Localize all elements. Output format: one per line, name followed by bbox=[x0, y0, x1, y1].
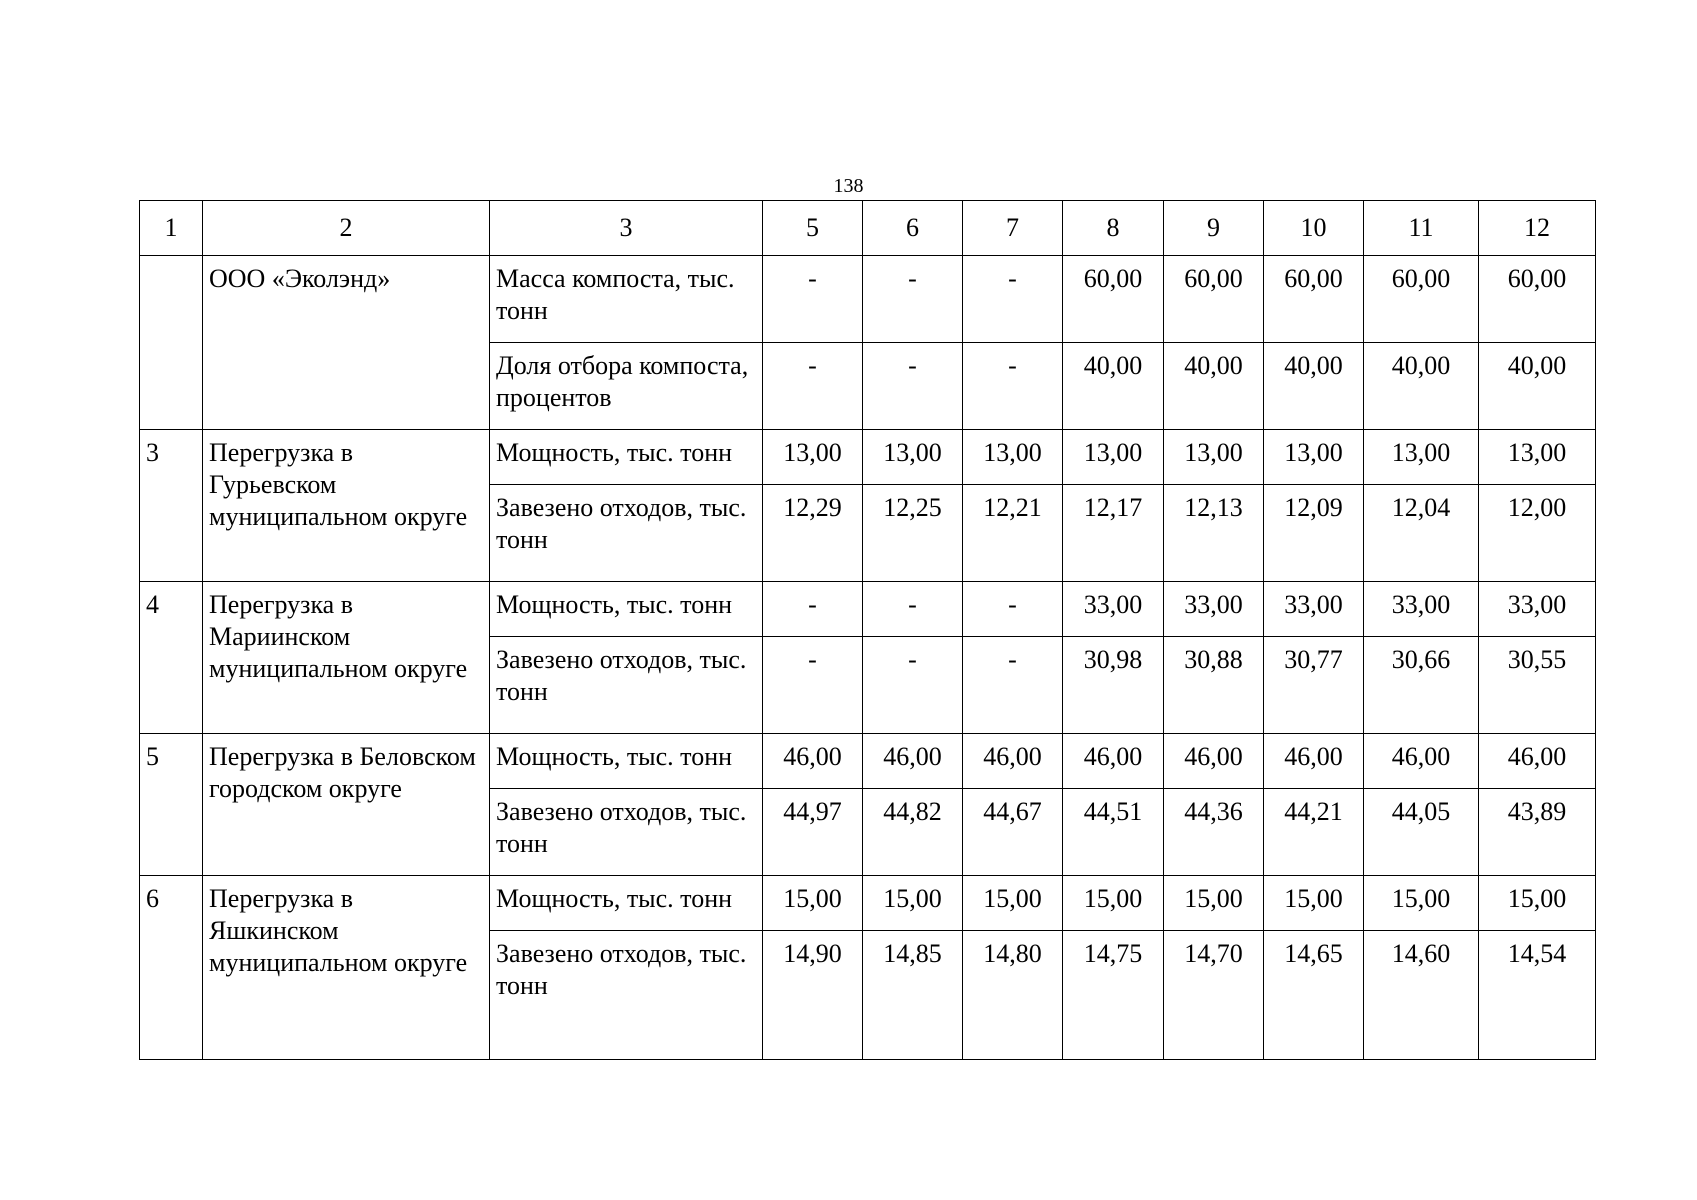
value-cell: 40,00 bbox=[1063, 343, 1164, 430]
value-cell: - bbox=[963, 582, 1063, 637]
header-cell: 8 bbox=[1063, 201, 1164, 256]
table-row bbox=[140, 876, 1596, 931]
object-name: ООО «Эколэнд» bbox=[203, 256, 490, 430]
table-row bbox=[140, 256, 1596, 343]
row-index: 6 bbox=[140, 876, 203, 1060]
row-index: 5 bbox=[140, 734, 203, 876]
value-cell: 14,90 bbox=[763, 931, 863, 1060]
value-cell: 46,00 bbox=[1364, 734, 1479, 789]
value-cell: 33,00 bbox=[1063, 582, 1164, 637]
header-row bbox=[140, 201, 1596, 256]
value-cell: 40,00 bbox=[1164, 343, 1264, 430]
value-cell: 46,00 bbox=[863, 734, 963, 789]
value-cell: 30,66 bbox=[1364, 637, 1479, 734]
header-cell: 11 bbox=[1364, 201, 1479, 256]
value-cell: 60,00 bbox=[1479, 256, 1596, 343]
header-cell: 6 bbox=[863, 201, 963, 256]
value-cell: 14,60 bbox=[1364, 931, 1479, 1060]
value-cell: 13,00 bbox=[1364, 430, 1479, 485]
value-cell: 12,29 bbox=[763, 485, 863, 582]
value-cell: 14,65 bbox=[1264, 931, 1364, 1060]
value-cell: - bbox=[863, 582, 963, 637]
value-cell: 15,00 bbox=[1364, 876, 1479, 931]
value-cell: 13,00 bbox=[763, 430, 863, 485]
value-cell: 46,00 bbox=[1264, 734, 1364, 789]
value-cell: 46,00 bbox=[963, 734, 1063, 789]
value-cell: 14,85 bbox=[863, 931, 963, 1060]
object-name: Перегрузка в Яшкинском муниципальном округе bbox=[203, 876, 490, 1060]
value-cell: 15,00 bbox=[863, 876, 963, 931]
value-cell: 12,09 bbox=[1264, 485, 1364, 582]
header-cell: 3 bbox=[490, 201, 763, 256]
value-cell: 14,75 bbox=[1063, 931, 1164, 1060]
value-cell: 46,00 bbox=[763, 734, 863, 789]
value-cell: 60,00 bbox=[1164, 256, 1264, 343]
row-index: 4 bbox=[140, 582, 203, 734]
object-name: Перегрузка в Беловском городском округе bbox=[203, 734, 490, 876]
value-cell: 44,82 bbox=[863, 789, 963, 876]
value-cell: - bbox=[763, 637, 863, 734]
indicator-label: Мощность, тыс. тонн bbox=[490, 582, 763, 637]
value-cell: 12,04 bbox=[1364, 485, 1479, 582]
row-index: 3 bbox=[140, 430, 203, 582]
value-cell: - bbox=[963, 256, 1063, 343]
value-cell: 15,00 bbox=[1063, 876, 1164, 931]
value-cell: - bbox=[863, 343, 963, 430]
indicator-label: Завезено отходов, тыс. тонн bbox=[490, 931, 763, 1060]
value-cell: 13,00 bbox=[863, 430, 963, 485]
value-cell: - bbox=[763, 582, 863, 637]
value-cell: 60,00 bbox=[1063, 256, 1164, 343]
header-cell: 10 bbox=[1264, 201, 1364, 256]
header-cell: 7 bbox=[963, 201, 1063, 256]
indicator-label: Мощность, тыс. тонн bbox=[490, 734, 763, 789]
value-cell: 30,88 bbox=[1164, 637, 1264, 734]
header-cell: 9 bbox=[1164, 201, 1264, 256]
header-cell: 1 bbox=[140, 201, 203, 256]
value-cell: 44,97 bbox=[763, 789, 863, 876]
value-cell: 12,00 bbox=[1479, 485, 1596, 582]
object-name: Перегрузка в Гурьевском муниципальном округе bbox=[203, 430, 490, 582]
value-cell: 40,00 bbox=[1479, 343, 1596, 430]
indicator-label: Завезено отходов, тыс. тонн bbox=[490, 637, 763, 734]
object-name: Перегрузка в Мариинском муниципальном округе bbox=[203, 582, 490, 734]
indicator-label: Масса компоста, тыс. тонн bbox=[490, 256, 763, 343]
value-cell: 13,00 bbox=[1264, 430, 1364, 485]
value-cell: 33,00 bbox=[1264, 582, 1364, 637]
value-cell: 12,13 bbox=[1164, 485, 1264, 582]
value-cell: 40,00 bbox=[1364, 343, 1479, 430]
value-cell: 46,00 bbox=[1063, 734, 1164, 789]
value-cell: 14,80 bbox=[963, 931, 1063, 1060]
value-cell: 15,00 bbox=[963, 876, 1063, 931]
value-cell: 13,00 bbox=[1063, 430, 1164, 485]
value-cell: 60,00 bbox=[1264, 256, 1364, 343]
value-cell: 30,55 bbox=[1479, 637, 1596, 734]
value-cell: 12,21 bbox=[963, 485, 1063, 582]
value-cell: 44,21 bbox=[1264, 789, 1364, 876]
value-cell: 30,77 bbox=[1264, 637, 1364, 734]
data-table bbox=[139, 200, 1596, 1060]
header-cell: 2 bbox=[203, 201, 490, 256]
header-cell: 5 bbox=[763, 201, 863, 256]
value-cell: 15,00 bbox=[1164, 876, 1264, 931]
value-cell: 44,67 bbox=[963, 789, 1063, 876]
value-cell: 33,00 bbox=[1164, 582, 1264, 637]
value-cell: 12,17 bbox=[1063, 485, 1164, 582]
value-cell: - bbox=[863, 256, 963, 343]
table-row bbox=[140, 582, 1596, 637]
value-cell: 13,00 bbox=[1479, 430, 1596, 485]
value-cell: 60,00 bbox=[1364, 256, 1479, 343]
value-cell: 30,98 bbox=[1063, 637, 1164, 734]
value-cell: - bbox=[763, 256, 863, 343]
table-row bbox=[140, 734, 1596, 789]
value-cell: - bbox=[863, 637, 963, 734]
value-cell: 14,70 bbox=[1164, 931, 1264, 1060]
indicator-label: Мощность, тыс. тонн bbox=[490, 876, 763, 931]
value-cell: 44,05 bbox=[1364, 789, 1479, 876]
indicator-label: Мощность, тыс. тонн bbox=[490, 430, 763, 485]
value-cell: 33,00 bbox=[1364, 582, 1479, 637]
value-cell: 46,00 bbox=[1164, 734, 1264, 789]
indicator-label: Завезено отходов, тыс. тонн bbox=[490, 485, 763, 582]
value-cell: - bbox=[963, 343, 1063, 430]
value-cell: 15,00 bbox=[1264, 876, 1364, 931]
value-cell: 14,54 bbox=[1479, 931, 1596, 1060]
table-row bbox=[140, 430, 1596, 485]
value-cell: - bbox=[963, 637, 1063, 734]
value-cell: 44,36 bbox=[1164, 789, 1264, 876]
row-index bbox=[140, 256, 203, 430]
value-cell: 12,25 bbox=[863, 485, 963, 582]
indicator-label: Завезено отходов, тыс. тонн bbox=[490, 789, 763, 876]
value-cell: 15,00 bbox=[763, 876, 863, 931]
value-cell: 15,00 bbox=[1479, 876, 1596, 931]
value-cell: 43,89 bbox=[1479, 789, 1596, 876]
value-cell: 33,00 bbox=[1479, 582, 1596, 637]
page-number: 138 bbox=[833, 175, 864, 197]
value-cell: 13,00 bbox=[1164, 430, 1264, 485]
header-cell: 12 bbox=[1479, 201, 1596, 256]
indicator-label: Доля отбора компоста, процентов bbox=[490, 343, 763, 430]
value-cell: 44,51 bbox=[1063, 789, 1164, 876]
value-cell: 40,00 bbox=[1264, 343, 1364, 430]
value-cell: 46,00 bbox=[1479, 734, 1596, 789]
value-cell: 13,00 bbox=[963, 430, 1063, 485]
value-cell: - bbox=[763, 343, 863, 430]
